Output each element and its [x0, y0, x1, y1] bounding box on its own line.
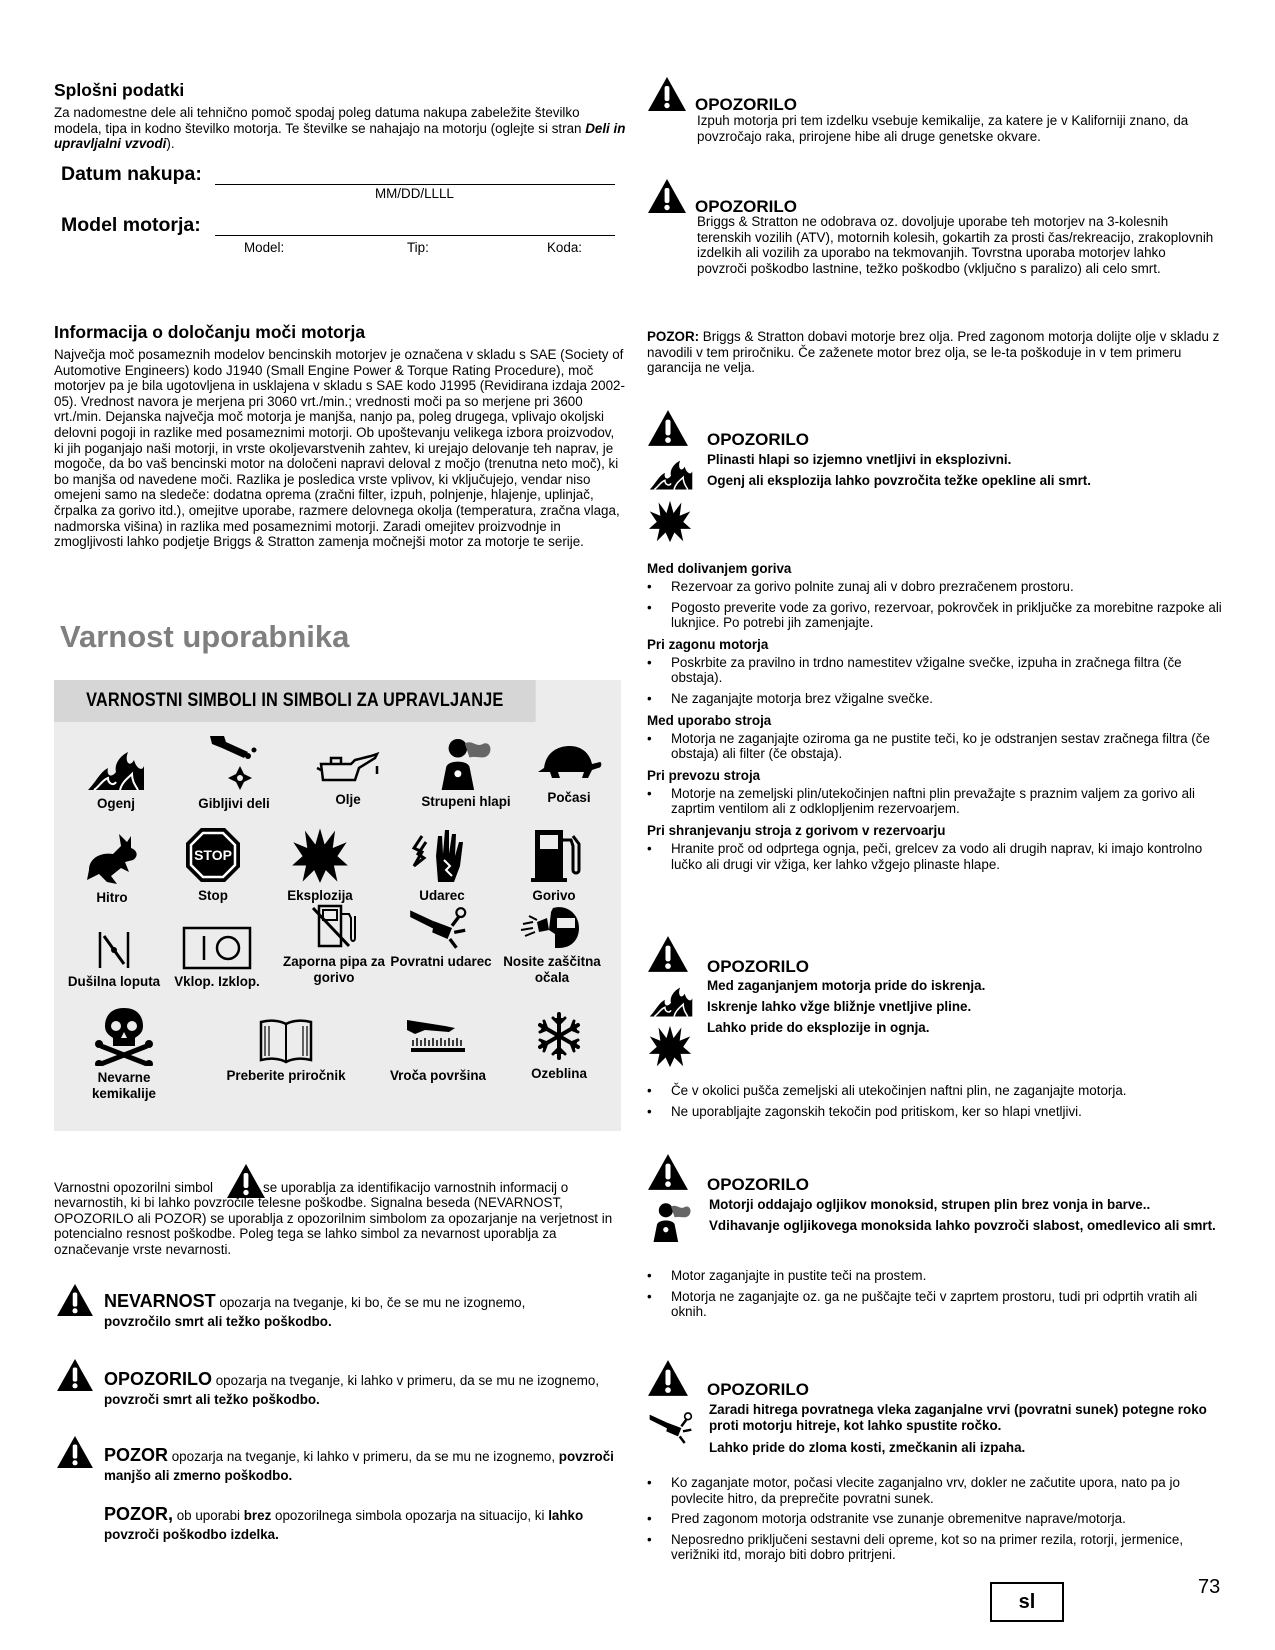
warning-icon	[647, 1153, 689, 1191]
warning-alert-icon	[56, 1358, 94, 1392]
oil-can-icon	[315, 746, 381, 788]
list-item: • Hranite proč od odprtega ognja, peči, grelcev za vodo ali drugih naprav, ki imajo kontrolno lučko ali drugi vir vžiga, ker lahko vžgejo plinaste hlape.	[647, 841, 1222, 872]
symbol-label: Olje	[335, 792, 361, 807]
caution-alert-icon	[56, 1435, 94, 1469]
co-list	[647, 1268, 1222, 1325]
warning-5-line-2: Vdihavanje ogljikovega monoksida lahko povzroči slabost, omedlevico ali smrt.	[709, 1218, 1216, 1233]
symbol-label: Gibljivi deli	[198, 796, 270, 811]
purchase-date-format: MM/DD/LLLL	[375, 186, 454, 201]
symbol-label: Preberite priročnik	[226, 1068, 346, 1083]
caution-explanation: POZOR opozarja na tveganje, ki lahko v primeru, da se mu ne izognemo, povzroči manjšo ali zmerno poškodbo.	[104, 1445, 614, 1483]
power-heading: Informacija o določanju moči motorja	[54, 322, 366, 342]
symbol-label: Ozeblina	[531, 1066, 587, 1081]
snowflake-icon	[534, 1010, 584, 1062]
engine-model-line	[215, 235, 615, 236]
symbol-label: Udarec	[419, 888, 465, 903]
list-item: • Ne zaganjajte motorja brez vžigalne svečke.	[647, 691, 1222, 707]
type-sublabel: Tip:	[407, 240, 429, 255]
choke-icon	[94, 930, 134, 970]
warning-1-text: Izpuh motorja pri tem izdelku vsebuje kemikalije, za katere je v Kaliforniji znano, da povzročajo raka, prirojene hibe ali druge genetske okvare.	[697, 113, 1189, 144]
power-text: Največja moč posameznih modelov bencinskih motorjev je označena v skladu s SAE (Society of Automotive Engineers) kodo J1940 (Small Engine Power & Torque Rating Procedure), moč motorjev pa je bila ugotovljena in usklajena v skladu s SAE kodo J1995 (Revidirana izdaja 2002-05). Vrednost navora je merjena pri 3060 vrt./min.; vrednosti moči pa so merjene pri 3600 vrt./min. Dejanska največja moč motorja je manjša, nanjo pa, poleg drugega, vplivajo okoljski delovni pogoji in razlike med posameznimi motorji. Ob upoštevanju velikega izbora proizvodov, ki jih poganjajo naši motorji, in vrste okoljevarstvenih zahtev, ki urejajo delovanje teh naprav, je mogoče, da bo vaš bencinski motor na določeni napravi deloval z močjo (trenutna neto moč), ki bo manjša od navedene moči. Razlika je posledica vrste vplivov, ki vključujejo, vendar niso omejeni samo na sledeče: dodatna oprema (zračni filter, izpuh, polnjenje, hlajenje, uplinjač, črpalka za gorivo itd.), omejitve uporabe, razmere delovnega okolja (temperatura, zračna vlaga, nadmorska višina) in razlika med posameznimi motorji. Zaradi omejitev proizvodnje in zmogljivosti lahko podjetje Briggs & Stratton zamenja močnejši motor za motorje te serije.	[54, 347, 625, 550]
fuel-pump-icon	[525, 826, 583, 884]
engine-model-label: Model motorja:	[61, 214, 201, 236]
symbol-fuel-shutoff	[274, 902, 394, 985]
fuel-section-heading: Med uporabo stroja	[647, 712, 772, 728]
symbol-label: Hitro	[96, 890, 128, 905]
fuel-section-heading: Pri zagonu motorja	[647, 636, 769, 652]
toxic-fumes-icon	[650, 1198, 694, 1242]
list-item: • Če v okolici pušča zemeljski ali utekočinjen naftni plin, ne zaganjajte motorja.	[647, 1083, 1222, 1099]
fuel-shutoff-icon	[309, 902, 359, 950]
warning-6-line-2: Lahko pride do zloma kosti, zmečkanin ali izpaha.	[709, 1440, 1026, 1455]
code-sublabel: Koda:	[547, 240, 582, 255]
symbol-frostbite	[499, 1010, 619, 1082]
fuel-section-heading: Pri shranjevanju stroja z gorivom v rezervoarju	[647, 822, 946, 838]
symbol-chemicals	[64, 1006, 184, 1101]
warning-3-line-1: Plinasti hlapi so izjemno vnetljivi in eksplozivni.	[707, 452, 1012, 467]
general-text: Za nadomestne dele ali tehnično pomoč spodaj poleg datuma nakupa zabeležite številko modela, tipa in kodno številko motorja. Te številke se nahajajo na motorju (oglejte si stran Deli in upravljalni vzvodi).	[54, 105, 626, 152]
warning-4-title: OPOZORILO	[707, 957, 809, 976]
toxic-fumes-icon	[436, 732, 496, 790]
symbol-fire	[56, 742, 176, 812]
warning-2-title: OPOZORILO	[695, 197, 797, 216]
warning-6-title: OPOZORILO	[707, 1380, 809, 1399]
symbol-label: Povratni udarec	[390, 954, 492, 969]
list-item: • Rezervoar za gorivo polnite zunaj ali v dobro prezračenem prostoru.	[647, 579, 1222, 595]
symbol-oil	[288, 746, 408, 808]
warning-icon	[647, 1359, 689, 1397]
page-number: 73	[1198, 1576, 1221, 1598]
symbols-panel	[54, 680, 621, 1131]
symbol-label: Gorivo	[532, 888, 576, 903]
warning-3-line-2: Ogenj ali eksplozija lahko povzročita težke opekline ali smrt.	[707, 473, 1091, 488]
fire-icon	[648, 980, 694, 1018]
svg-text:STOP: STOP	[194, 847, 232, 863]
list-item: • Ne uporabljajte zagonskih tekočin pod pritiskom, ker so hlapi vnetljivi.	[647, 1104, 1222, 1120]
fuel-section-heading: Med dolivanjem goriva	[647, 561, 792, 576]
symbol-label: Nevarne kemikalije	[91, 1070, 157, 1101]
hot-surface-icon	[405, 1016, 471, 1064]
warning-icon	[647, 178, 687, 214]
symbol-label: Eksplozija	[287, 888, 353, 903]
list-item: • Pred zagonom motorja odstranite vse zunanje obremenitve naprave/motorja.	[647, 1511, 1222, 1527]
notice-explanation: POZOR, ob uporabi brez opozorilnega simbola opozarja na situacijo, ki lahko povzroči poškodbo izdelka.	[104, 1504, 584, 1542]
symbol-label: Nosite zaščitna očala	[503, 954, 601, 985]
list-item: • Neposredno priključeni sestavni deli opreme, kot so na primer rezila, rotorji, jermenice, verižniki itd, morajo biti dobro pritrjeni.	[647, 1532, 1222, 1563]
symbol-label: Dušilna loputa	[67, 974, 161, 989]
symbol-manual	[216, 1016, 356, 1084]
warning-1-title: OPOZORILO	[695, 95, 797, 114]
symbol-fuel	[494, 826, 614, 904]
symbol-eye-protection	[492, 904, 612, 985]
fire-icon	[648, 453, 694, 491]
symbol-slow	[509, 738, 629, 806]
purchase-date-line	[215, 184, 615, 185]
moving-parts-icon	[204, 734, 264, 792]
list-item: • Motor zaganjajte in pustite teči na prostem.	[647, 1268, 1222, 1284]
warning-icon	[647, 935, 689, 973]
warning-2-text: Briggs & Stratton ne odobrava oz. dovoljuje uporabe teh motorjev na 3-kolesnih terenskih vozilih (ATV), motornih kolesih, gokartih za prosti čas/rekreacijo, zrakoplovnih izdelkih ali vozilih za uporabo na tekmovanjih. Tovrstna uporaba motorjev lahko povzroči poškodbo lastnine, težko poškodbo (vključno s paralizo) ali celo smrt.	[697, 214, 1214, 276]
eye-protection-icon	[519, 904, 585, 950]
symbol-label: Ogenj	[97, 796, 135, 811]
kickback-icon	[648, 1410, 698, 1446]
explosion-icon	[291, 826, 349, 884]
list-item: • Motorje na zemeljski plin/utekočinjen naftni plin prevažajte s praznim valjem za gorivo ali zaprtim ventilom ali z odklopljenim rezervoarjem.	[647, 786, 1222, 817]
stop-sign-icon	[184, 826, 242, 884]
skull-crossbones-icon	[95, 1006, 153, 1066]
list-item: • Ko zaganjate motor, počasi vlecite zaganjalno vrv, dokler ne začutite upora, nato pa jo povlecite hitro, da preprečite povratni sunek.	[647, 1475, 1222, 1506]
warning-3-title: OPOZORILO	[707, 430, 809, 449]
language-tab: sl	[990, 1582, 1064, 1622]
electric-shock-icon	[410, 826, 474, 884]
on-off-icon	[182, 926, 252, 970]
manual-book-icon	[259, 1016, 313, 1064]
fire-icon	[84, 742, 148, 792]
danger-explanation: NEVARNOST opozarja na tveganje, ki bo, če se mu ne izognemo, povzročilo smrt ali težko poškodbo.	[104, 1291, 526, 1329]
symbol-moving-parts	[174, 734, 294, 812]
symbol-label: Vklop. Izklop.	[174, 974, 260, 989]
warning-4-line-3: Lahko pride do eksplozije in ognja.	[707, 1020, 930, 1035]
symbol-stop	[153, 826, 273, 904]
purchase-date-label: Datum nakupa:	[61, 163, 202, 185]
kickback-icon	[408, 906, 474, 950]
symbol-shock	[382, 826, 502, 904]
kickback-list	[647, 1475, 1222, 1568]
symbols-header: VARNOSTNI SIMBOLI IN SIMBOLI ZA UPRAVLJANJE	[54, 680, 536, 722]
symbol-label: Počasi	[547, 790, 591, 805]
warning-6-line-1: Zaradi hitrega povratnega vleka zaganjalne vrvi (povratni sunek) potegne roko proti motorju hitreje, kot lahko spustite ročko.	[709, 1402, 1207, 1433]
signal-intro: Varnostni opozorilni simbol se uporablja za identifikacijo varnostnih informacij o nevarnostih, ki bi lahko povzročile telesne poškodbe. Signalna beseda (NEVARNOST, OPOZORILO ali POZOR) se uporablja z opozorilnim simbolom za opozarjanje na verjetnost in potencialno resnost poškodbe. Poleg tega se lahko simbol za nevarnost uporablja za označevanje vrste nevarnosti.	[54, 1180, 613, 1257]
warning-4-line-2: Iskrenje lahko vžge bližnje vnetljive pline.	[707, 999, 972, 1014]
symbol-explosion	[260, 826, 380, 904]
fuel-safety-list	[647, 555, 1222, 877]
turtle-icon	[534, 738, 604, 786]
list-item: • Poskrbite za pravilno in trdno namestitev vžigalne svečke, izpuha in zračnega filtra (če obstaja).	[647, 655, 1222, 686]
rabbit-icon	[81, 832, 143, 886]
symbol-fumes	[406, 732, 526, 810]
symbol-choke	[54, 930, 174, 990]
warning-5-title: OPOZORILO	[707, 1175, 809, 1194]
warning-4-line-1: Med zaganjanjem motorja pride do iskrenja.	[707, 978, 986, 993]
oil-notice: POZOR: Briggs & Stratton dobavi motorje brez olja. Pred zagonom motorja dolijte olje v skladu z navodili v tem priročniku. Če zaženete motor brez olja, se le-ta poškoduje in v tem primeru garancija ne velja.	[647, 329, 1220, 376]
symbol-label: Zaporna pipa za gorivo	[283, 954, 385, 985]
list-item: • Motorja ne zaganjajte oz. ga ne puščajte teči v zaprtem prostoru, tudi pri odprtih vratih ali oknih.	[647, 1289, 1222, 1320]
symbol-on-off	[157, 926, 277, 990]
danger-alert-icon	[56, 1283, 94, 1317]
warning-5-line-1: Motorji oddajajo ogljikov monoksid, strupen plin brez vonja in barve..	[709, 1197, 1151, 1212]
fuel-section-heading: Pri prevozu stroja	[647, 767, 761, 783]
symbol-label: Strupeni hlapi	[421, 794, 511, 809]
safety-title: Varnost uporabnika	[60, 619, 350, 654]
list-item: • Motorja ne zaganjajte oziroma ga ne pustite teči, ko je odstranjen sestav zračnega filtra (če obstaja) ali filter (če obstaja).	[647, 731, 1222, 762]
symbol-label: Stop	[198, 888, 228, 903]
symbol-hot-surface	[378, 1016, 498, 1084]
explosion-icon	[648, 497, 692, 545]
symbol-label: Vroča površina	[389, 1068, 486, 1083]
warning-explanation: OPOZORILO opozarja na tveganje, ki lahko v primeru, da se mu ne izognemo, povzroči smrt ali težko poškodbo.	[104, 1369, 600, 1407]
warning-icon	[647, 76, 687, 112]
list-item: • Pogosto preverite vode za gorivo, rezervoar, pokrovček in priključke za morebitne razpoke ali luknjice. Po potrebi jih zamenjajte.	[647, 600, 1222, 631]
symbol-kickback	[381, 906, 501, 970]
model-sublabel: Model:	[244, 240, 285, 255]
spark-list	[647, 1083, 1222, 1124]
general-heading: Splošni podatki	[54, 80, 185, 100]
warning-icon	[647, 409, 689, 447]
explosion-icon	[648, 1022, 692, 1070]
